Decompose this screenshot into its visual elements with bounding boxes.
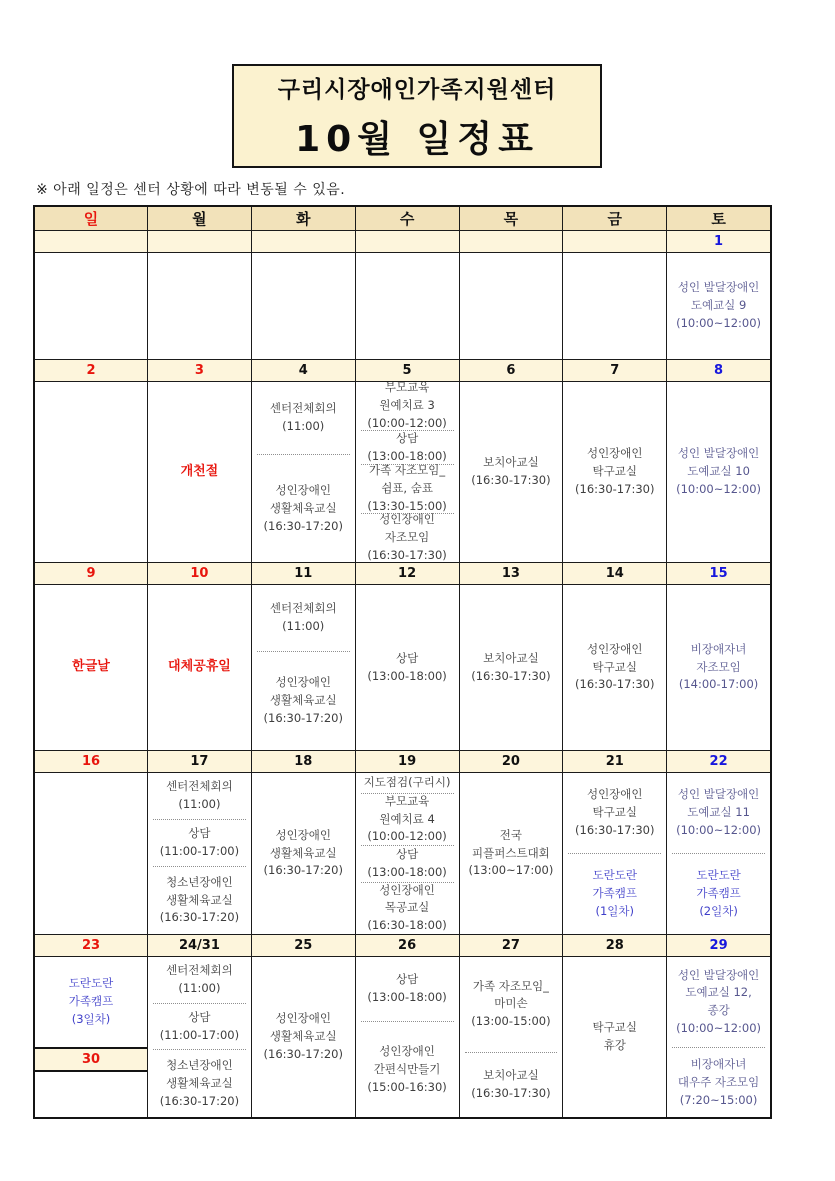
event-entry [356, 957, 459, 1021]
date-cell: 12 [355, 563, 459, 584]
date-cell: 29 [666, 935, 770, 956]
day-cell [562, 585, 666, 750]
event-line: 가족캠프 [696, 886, 741, 901]
date-cell: 7 [562, 360, 666, 381]
day-cell [251, 585, 355, 750]
event-line: 피플퍼스트대회 [472, 845, 550, 860]
day-subcell [35, 957, 147, 1047]
event-line: 가족캠프 [592, 886, 637, 901]
page-title: 10월 일정표 [295, 118, 539, 160]
date-row [35, 359, 770, 381]
day-cell [355, 957, 459, 1117]
event-line: (13:00-18:00) [367, 668, 447, 683]
event-line: 상담 [395, 650, 419, 665]
week-row [35, 252, 770, 359]
event-line: (11:00) [282, 419, 325, 434]
date-row [35, 562, 770, 584]
event-entry [356, 846, 459, 882]
event-entry [563, 1017, 666, 1057]
weekday-header: 금 [562, 207, 666, 230]
event-line: (11:00) [178, 797, 221, 811]
event-line: (16:30-17:30) [367, 547, 447, 562]
date-cell: 18 [251, 751, 355, 772]
date-cell: 22 [666, 751, 770, 772]
event-line: (16:30-17:30) [471, 1085, 551, 1100]
event-line: 상담 [395, 972, 419, 987]
event-line: 성인장애인 [275, 675, 332, 690]
event-line: (16:30-17:30) [575, 822, 655, 837]
weekday-header: 월 [147, 207, 251, 230]
day-cell [666, 773, 770, 934]
event-line: 가족 자조모임_ [472, 978, 549, 993]
event-line: 목공교실 [384, 900, 430, 915]
event-line: 센터전체회의 [166, 963, 233, 978]
event-line: (11:00) [178, 980, 221, 995]
date-cell: 15 [666, 563, 770, 584]
event-line: (13:30-15:00) [367, 499, 447, 514]
event-line: 도예교실 9 [690, 298, 747, 313]
date-cell: 28 [562, 935, 666, 956]
date-cell: 23 [81, 938, 101, 953]
date-cell [147, 231, 251, 252]
event-entry [35, 655, 147, 679]
day-cell [459, 957, 563, 1117]
event-entry [148, 655, 251, 679]
event-entry [148, 1004, 251, 1050]
event-line: 도예교실 12, [685, 985, 752, 1000]
event-line: 보치아교실 [483, 455, 539, 470]
event-line: 대우주 자조모임 [677, 1074, 760, 1089]
event-line: 전국 [499, 827, 523, 842]
event-line: (16:30-17:20) [263, 518, 343, 533]
date-cell: 21 [562, 751, 666, 772]
event-line: 도란도란 [696, 868, 741, 883]
event-line: (16:30-17:20) [263, 863, 343, 878]
day-cell [147, 585, 251, 750]
date-cell: 26 [355, 935, 459, 956]
event-line: 도예교실 10 [687, 464, 750, 479]
day-cell [666, 382, 770, 562]
event-line: 생활체육교실 [269, 500, 337, 515]
event-line: (10:00~12:00) [676, 315, 762, 330]
event-entry [356, 794, 459, 845]
day-cell [459, 773, 563, 934]
day-cell [147, 773, 251, 934]
weekday-header-row [35, 207, 770, 230]
event-line: (15:00-16:30) [367, 1079, 447, 1094]
day-cell [147, 382, 251, 562]
event-entry [667, 443, 770, 500]
title-box [232, 64, 602, 168]
event-line: (16:30-17:20) [263, 1046, 343, 1061]
event-entry [148, 1050, 251, 1117]
event-entry [356, 773, 459, 793]
event-line: 생활체육교실 [269, 1029, 337, 1044]
day-cell [251, 773, 355, 934]
weekday-header: 화 [251, 207, 355, 230]
date-cell: 10 [147, 563, 251, 584]
event-line: 부모교육 [384, 382, 430, 395]
event-line: (11:00) [282, 619, 325, 634]
day-cell [35, 957, 147, 1117]
date-cell: 5 [355, 360, 459, 381]
event-line: 성인 발달장애인 [677, 967, 760, 982]
event-line: 성인 발달장애인 [677, 787, 760, 802]
date-cell: 11 [251, 563, 355, 584]
event-line: 상담 [395, 430, 419, 445]
day-cell [459, 585, 563, 750]
event-line: 한글날 [72, 659, 110, 675]
day-cell [666, 253, 770, 359]
event-entry [460, 957, 563, 1052]
event-line: (16:30-17:30) [575, 481, 655, 496]
event-line: 마미손 [494, 996, 528, 1011]
event-line: 도란도란 [68, 976, 114, 991]
day-cell [355, 253, 459, 359]
center-name: 구리시장애인가족지원센터 [277, 76, 557, 103]
day-cell [35, 253, 147, 359]
day-cell [355, 585, 459, 750]
event-entry [667, 1048, 770, 1117]
date-cell: 19 [355, 751, 459, 772]
event-line: 성인장애인 [275, 482, 332, 497]
event-entry [667, 957, 770, 1047]
event-line: 생활체육교실 [166, 1075, 233, 1090]
day-cell [355, 773, 459, 934]
event-line: 성인장애인 [275, 827, 332, 842]
week-row [35, 956, 770, 1117]
event-line: 센터전체회의 [269, 601, 337, 616]
date-cell [459, 231, 563, 252]
event-line: 성인장애인 [275, 1011, 332, 1026]
event-line: 개천절 [180, 463, 219, 479]
event-line: 쉼표, 숨표 [381, 481, 433, 496]
event-line: 지도점검(구리시) [363, 774, 451, 789]
event-line: 성인 발달장애인 [677, 446, 760, 461]
date-cell: 20 [459, 751, 563, 772]
event-line: 상담 [188, 826, 211, 841]
event-line: 부모교육 [384, 793, 430, 808]
event-line: (3일차) [71, 1011, 111, 1026]
event-line: (13:00-18:00) [367, 864, 447, 879]
event-line: (16:30-17:30) [471, 473, 551, 487]
event-line: (13:00~17:00) [468, 863, 554, 878]
event-line: (11:00-17:00) [159, 844, 240, 858]
event-line: 가족캠프 [68, 994, 114, 1009]
event-entry [563, 443, 666, 500]
event-line: 자조모임 [384, 530, 430, 545]
date-cell: 8 [666, 360, 770, 381]
day-cell [562, 957, 666, 1117]
weekday-header: 수 [355, 207, 459, 230]
event-line: (16:30-17:20) [159, 910, 240, 925]
event-line: 원예치료 3 [379, 398, 435, 413]
event-entry [667, 277, 770, 334]
day-cell [251, 253, 355, 359]
event-line: 탁구교실 [592, 659, 637, 674]
day-cell [459, 382, 563, 562]
event-line: (13:00-15:00) [471, 1014, 551, 1029]
date-cell [355, 231, 459, 252]
event-line: (16:30-17:30) [575, 677, 655, 692]
event-line: (10:00~12:00) [676, 1020, 762, 1035]
date-cell: 13 [459, 563, 563, 584]
week-row [35, 772, 770, 934]
event-entry [148, 773, 251, 819]
event-line: 상담 [188, 1009, 211, 1024]
event-entry [252, 585, 355, 651]
weekday-header: 토 [666, 207, 770, 230]
day-cell [251, 382, 355, 562]
date-cell [251, 231, 355, 252]
day-cell [147, 253, 251, 359]
event-line: 도예교실 11 [687, 805, 750, 820]
event-line: 탁구교실 [592, 805, 637, 820]
event-line: 가족 자조모임_ [369, 463, 446, 478]
calendar-table [33, 205, 772, 1119]
event-line: (10:00~12:00) [676, 822, 762, 837]
day-cell [562, 382, 666, 562]
weekday-header: 일 [83, 210, 99, 228]
event-entry [563, 639, 666, 696]
inline-date-cell: 30 [35, 1047, 147, 1072]
day-cell [666, 957, 770, 1117]
event-entry [667, 854, 770, 934]
event-entry [356, 431, 459, 464]
event-line: 보치아교실 [483, 650, 539, 665]
date-cell [562, 231, 666, 252]
event-line: (13:00-18:00) [367, 448, 447, 463]
event-line: 청소년장애인 [166, 874, 233, 889]
event-entry [252, 382, 355, 454]
event-entry [252, 455, 355, 562]
event-line: 대체공휴일 [168, 659, 231, 675]
event-entry [356, 648, 459, 688]
event-entry [667, 773, 770, 853]
event-line: 성인장애인 [379, 1043, 435, 1058]
day-cell [562, 773, 666, 934]
event-line: (10:00-12:00) [367, 415, 447, 430]
day-cell [35, 585, 147, 750]
event-entry [35, 973, 147, 1030]
date-row [35, 934, 770, 956]
date-row [35, 750, 770, 772]
event-entry [460, 1053, 563, 1117]
event-line: (11:00-17:00) [159, 1027, 240, 1042]
event-entry [356, 465, 459, 513]
event-entry [356, 883, 459, 934]
event-line: 탁구교실 [592, 1020, 637, 1035]
date-cell [35, 231, 147, 252]
day-cell [666, 585, 770, 750]
event-line: 성인장애인 [379, 512, 435, 527]
event-line: (2일차) [699, 903, 738, 918]
event-line: 도란도란 [592, 868, 637, 883]
event-entry [148, 820, 251, 866]
event-line: (10:00-12:00) [367, 829, 447, 844]
event-entry [148, 460, 251, 484]
event-line: 생활체육교실 [166, 892, 233, 907]
event-line: 간편식만들기 [373, 1061, 441, 1076]
date-cell: 6 [459, 360, 563, 381]
event-line: 생활체육교실 [269, 845, 337, 860]
date-cell: 9 [86, 566, 96, 581]
event-entry [356, 514, 459, 562]
event-entry [667, 639, 770, 696]
day-cell [35, 382, 147, 562]
event-line: 성인장애인 [379, 882, 435, 897]
event-line: 보치아교실 [483, 1067, 539, 1082]
event-line: 종강 [707, 1003, 730, 1018]
day-cell [355, 382, 459, 562]
event-entry [356, 382, 459, 430]
event-line: (7:20~15:00) [679, 1092, 758, 1107]
day-cell [562, 253, 666, 359]
event-line: 비장애자녀 [690, 1056, 747, 1071]
date-cell: 3 [147, 360, 251, 381]
event-entry [563, 773, 666, 853]
event-line: (16:30-17:20) [159, 1093, 240, 1108]
event-line: (13:00-18:00) [367, 990, 447, 1005]
event-line: 청소년장애인 [166, 1058, 233, 1072]
date-cell: 16 [81, 754, 101, 769]
date-cell: 1 [666, 231, 770, 252]
event-line: 탁구교실 [592, 464, 637, 479]
event-line: 자조모임 [696, 659, 741, 674]
event-line: 성인장애인 [586, 641, 643, 656]
event-entry [460, 452, 563, 492]
event-line: (16:30-17:20) [263, 711, 343, 726]
event-line: (16:30-18:00) [367, 918, 447, 933]
event-line: 생활체육교실 [269, 693, 337, 708]
event-line: 센터전체회의 [269, 401, 337, 416]
event-entry [148, 957, 251, 1003]
date-cell: 14 [562, 563, 666, 584]
event-entry [148, 867, 251, 934]
event-line: (16:30-17:30) [471, 668, 551, 683]
day-cell [35, 773, 147, 934]
event-line: 휴강 [603, 1038, 626, 1052]
event-line: 원예치료 4 [379, 811, 435, 826]
event-line: (14:00-17:00) [678, 677, 759, 692]
event-line: (10:00~12:00) [676, 481, 762, 496]
date-cell: 25 [251, 935, 355, 956]
date-cell: 2 [86, 363, 96, 378]
event-line: 상담 [395, 847, 419, 862]
day-cell [459, 253, 563, 359]
event-entry [460, 648, 563, 688]
event-entry [460, 825, 563, 882]
event-entry [563, 854, 666, 934]
event-line: 센터전체회의 [166, 779, 233, 794]
event-line: 성인 발달장애인 [677, 280, 760, 295]
day-cell [147, 957, 251, 1117]
event-line: 성인장애인 [586, 787, 643, 802]
empty-area [35, 1072, 147, 1117]
date-cell: 17 [147, 751, 251, 772]
event-entry [252, 652, 355, 750]
event-line: 성인장애인 [586, 446, 643, 461]
day-cell [251, 957, 355, 1117]
event-entry [356, 1022, 459, 1117]
schedule-note: ※ 아래 일정은 센터 상황에 따라 변동될 수 있음. [36, 182, 346, 198]
weekday-header: 목 [459, 207, 563, 230]
date-cell: 4 [251, 360, 355, 381]
date-row [35, 230, 770, 252]
event-entry [252, 1008, 355, 1065]
date-cell: 24/31 [147, 935, 251, 956]
event-entry [252, 825, 355, 882]
week-row [35, 381, 770, 562]
date-cell: 27 [459, 935, 563, 956]
event-line: 비장애자녀 [690, 641, 747, 656]
week-row [35, 584, 770, 750]
event-line: (1일차) [595, 903, 634, 918]
